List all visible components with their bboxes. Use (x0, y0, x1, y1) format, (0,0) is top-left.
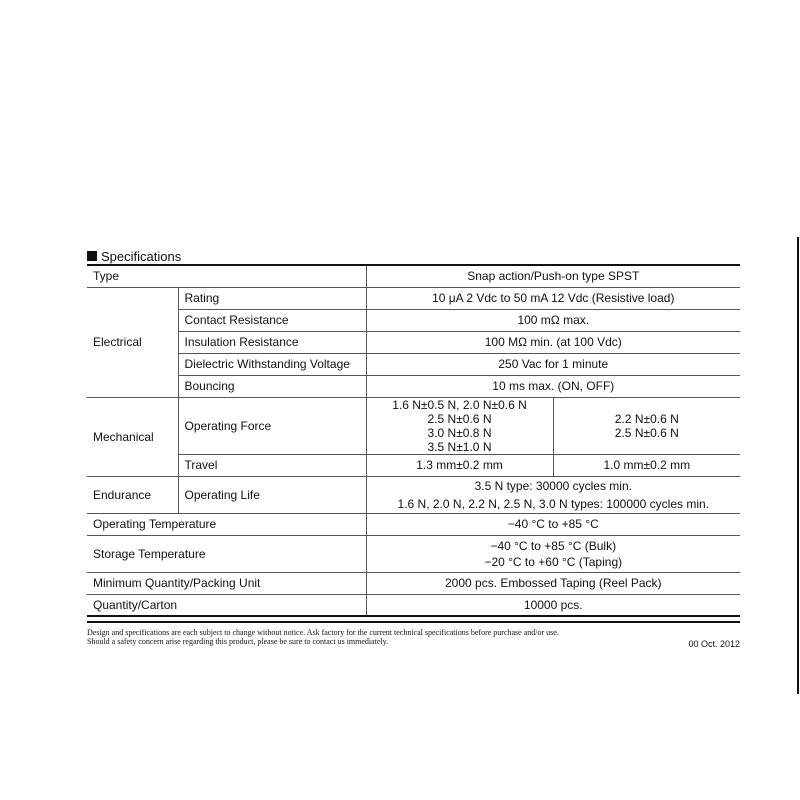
specifications-table (87, 264, 740, 617)
value-contact-resistance: 100 mΩ max. (366, 309, 740, 331)
table-row (87, 287, 740, 309)
value-operating-force-left (366, 397, 553, 454)
force-line: 2.5 N±0.6 N (614, 425, 679, 440)
force-line: 3.5 N±1.0 N (427, 439, 492, 454)
value-insulation-resistance: 100 MΩ min. (at 100 Vdc) (366, 331, 740, 353)
value-travel-left: 1.3 mm±0.2 mm (366, 454, 553, 476)
value-operating-life (366, 476, 740, 513)
row-label-insulation-resistance: Insulation Resistance (178, 331, 366, 353)
row-label-operating-life: Operating Life (178, 476, 366, 513)
row-label-operating-force: Operating Force (178, 397, 366, 454)
row-label-travel: Travel (178, 454, 366, 476)
row-label-rating: Rating (178, 287, 366, 309)
value-travel-right: 1.0 mm±0.2 mm (553, 454, 740, 476)
footer-note: Design and specifications are each subject to change without notice. Ask factory for the current technical specifications before purchase and/or use. (87, 628, 559, 637)
life-line: 1.6 N, 2.0 N, 2.2 N, 2.5 N, 3.0 N types: 100000 cycles min. (397, 496, 710, 511)
bottom-divider (87, 621, 740, 623)
value-storage-temperature (366, 535, 740, 572)
table-row (87, 454, 740, 476)
row-label-operating-temperature: Operating Temperature (87, 513, 366, 535)
section-title: Specifications (101, 248, 182, 264)
table-row (87, 397, 740, 454)
value-carton: 10000 pcs. (366, 594, 740, 616)
force-line: 2.2 N±0.6 N (614, 411, 679, 426)
row-label-contact-resistance: Contact Resistance (178, 309, 366, 331)
table-row (87, 331, 740, 353)
value-packing: 2000 pcs. Embossed Taping (Reel Pack) (366, 572, 740, 594)
row-label-type: Type (87, 265, 366, 287)
group-label-electrical: Electrical (87, 287, 178, 397)
table-row (87, 375, 740, 397)
value-rating: 10 μA 2 Vdc to 50 mA 12 Vdc (Resistive load) (366, 287, 740, 309)
table-row (87, 353, 740, 375)
specification-document (87, 248, 740, 649)
value-operating-temperature: −40 °C to +85 °C (366, 513, 740, 535)
table-row (87, 309, 740, 331)
row-label-storage-temperature: Storage Temperature (87, 535, 366, 572)
value-bouncing: 10 ms max. (ON, OFF) (366, 375, 740, 397)
life-line: 3.5 N type: 30000 cycles min. (474, 478, 632, 493)
value-dielectric: 250 Vac for 1 minute (366, 353, 740, 375)
group-label-endurance: Endurance (87, 476, 178, 513)
square-bullet-icon (87, 251, 97, 261)
group-label-mechanical: Mechanical (87, 397, 178, 476)
value-operating-force-right (553, 397, 740, 454)
table-row (87, 265, 740, 287)
row-label-bouncing: Bouncing (178, 375, 366, 397)
table-row (87, 572, 740, 594)
row-label-dielectric: Dielectric Withstanding Voltage (178, 353, 366, 375)
storage-line: −40 °C to +85 °C (Bulk) (490, 538, 617, 553)
row-label-packing: Minimum Quantity/Packing Unit (87, 572, 366, 594)
page-edge-rule (797, 237, 799, 694)
force-line: 3.0 N±0.8 N (427, 425, 492, 440)
force-line: 2.5 N±0.6 N (427, 411, 492, 426)
row-label-carton: Quantity/Carton (87, 594, 366, 616)
table-row (87, 535, 740, 572)
table-row (87, 594, 740, 616)
document-date: 00 Oct. 2012 (688, 639, 740, 649)
footer-notes (87, 628, 740, 649)
table-row (87, 513, 740, 535)
section-heading (87, 248, 740, 264)
value-type: Snap action/Push-on type SPST (366, 265, 740, 287)
storage-line: −20 °C to +60 °C (Taping) (484, 554, 623, 569)
table-row (87, 476, 740, 513)
force-line: 1.6 N±0.5 N, 2.0 N±0.6 N (392, 397, 527, 412)
footer-note: Should a safety concern arise regarding this product, please be sure to contact us immediately. (87, 637, 389, 646)
